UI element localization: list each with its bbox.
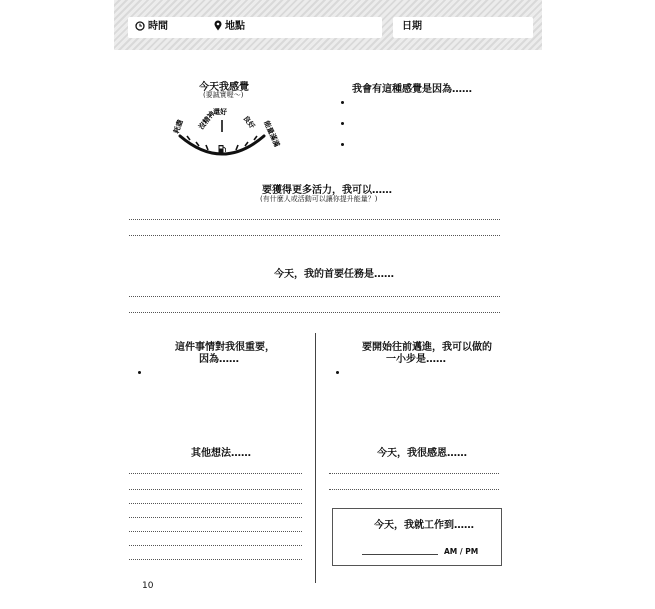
because-title: 我會有這種感覺是因為…… [352,84,472,95]
ampm-label: AM / PM [444,547,479,556]
clock-icon [135,21,145,31]
work-until-title: 今天，我就工作到…… [374,520,474,531]
gauge-label-good: 良好 [241,114,257,131]
page-number: 10 [142,581,154,591]
date-label: 日期 [402,21,422,32]
thoughts-line-5[interactable] [129,531,302,532]
fuel-pump-icon [219,145,226,153]
because-bullet-1 [341,101,344,104]
other-thoughts-title: 其他想法…… [191,448,251,459]
time-label-group [135,20,168,34]
gauge-label-okay: 還好 [213,108,227,116]
important-bullet [138,371,141,374]
important-title-line1: 這件事情對我很重要， [175,342,275,353]
first-step-title-line1: 要開始往前邁進，我可以做的 [362,342,492,353]
mood-title: 今天我感覺 [199,82,249,93]
thoughts-line-2[interactable] [129,489,302,490]
thoughts-line-4[interactable] [129,517,302,518]
energy-subtitle: (有什麼人或活動可以讓你提升能量？) [260,195,378,203]
grateful-title: 今天，我很感恩…… [377,448,467,459]
first-step-title-line2: 一小步是…… [386,354,446,365]
column-divider [315,333,316,583]
work-until-line[interactable] [362,554,438,555]
gauge-label-empty: 耗盡 [172,118,185,135]
thoughts-line-1[interactable] [129,473,302,474]
energy-gauge [160,100,290,160]
place-label-group [214,20,245,34]
thoughts-line-3[interactable] [129,503,302,504]
mood-subtitle: (要誠實喔～) [203,91,244,99]
energy-title: 要獲得更多活力，我可以…… [262,185,392,196]
priority-line-2[interactable] [129,312,500,313]
thoughts-line-7[interactable] [129,559,302,560]
because-bullet-3 [341,143,344,146]
time-label: 時間 [148,21,168,32]
place-label: 地點 [225,21,245,32]
gauge-label-tired: 沒精神 [197,109,217,132]
grateful-line-1[interactable] [329,473,499,474]
gauge-label-full: 能量滿滿 [262,119,281,149]
because-bullet-2 [341,122,344,125]
energy-line-1[interactable] [129,219,500,220]
grateful-line-2[interactable] [329,489,499,490]
priority-line-1[interactable] [129,296,500,297]
thoughts-line-6[interactable] [129,545,302,546]
first-step-bullet [336,371,339,374]
location-pin-icon [214,20,222,31]
priority-title: 今天，我的首要任務是…… [274,269,394,280]
energy-line-2[interactable] [129,235,500,236]
important-title-line2: 因為…… [199,354,239,365]
